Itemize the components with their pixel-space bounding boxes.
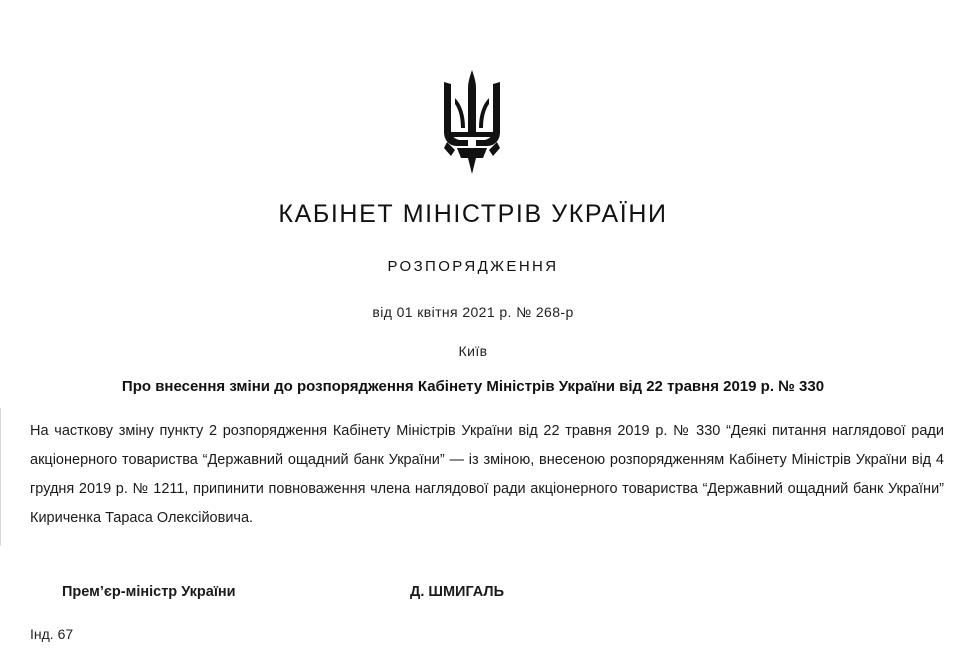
left-margin-rule	[0, 408, 1, 546]
document-type: РОЗПОРЯДЖЕННЯ	[387, 258, 559, 275]
document-title: Про внесення зміни до розпорядження Кабінету Міністрів України від 22 травня 2019 р. № 330	[121, 378, 825, 395]
signatory-name: Д. ШМИГАЛЬ	[410, 584, 505, 600]
document-body: На часткову зміну пункту 2 розпорядження Кабінету Міністрів України від 22 травня 2019 р. № 330 “Деякі питання наглядової ради акціонерного товариства “Державний ощадний банк України” — із зміною, внесеною розпорядженням Кабінету Міністрів України від 4 грудня 2019 р. № 1211, припинити повноваження члена наглядової ради акціонерного товариства “Державний ощадний банк України” Кириченка Тараса Олексійовича.	[30, 423, 944, 526]
document-date-number: від 01 квітня 2021 р. № 268-р	[372, 304, 574, 320]
document-index: Інд. 67	[30, 626, 74, 642]
issuing-authority: КАБІНЕТ МІНІСТРІВ УКРАЇНИ	[278, 200, 668, 228]
issue-city: Київ	[458, 343, 488, 359]
trident-coat-of-arms-icon	[441, 70, 503, 174]
signatory-position: Прем’єр-міністр України	[62, 584, 236, 600]
